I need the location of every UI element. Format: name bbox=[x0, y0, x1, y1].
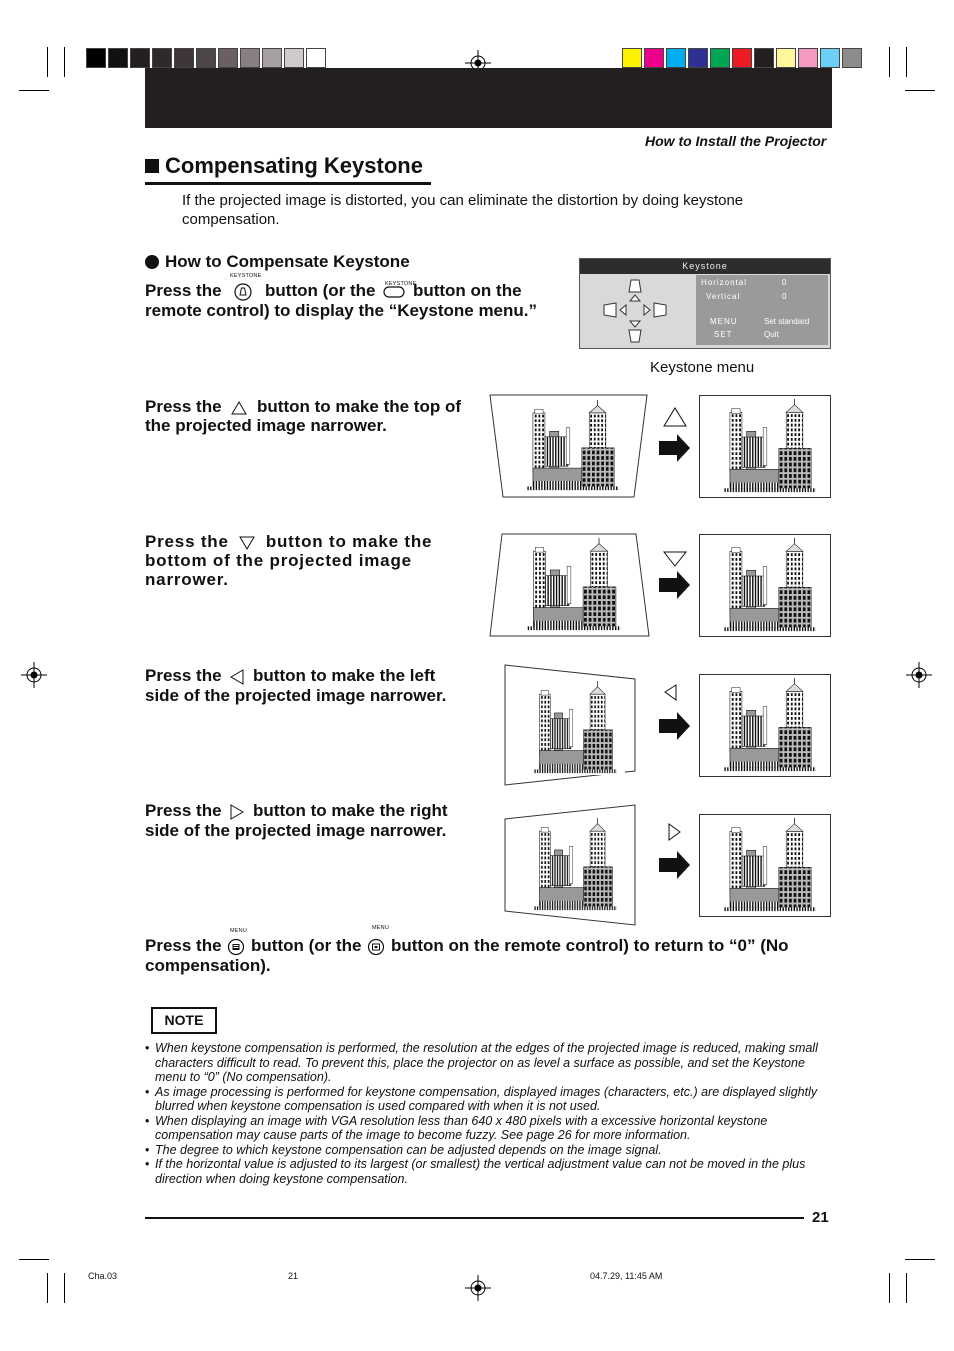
page-title bbox=[145, 153, 423, 179]
after-image-top bbox=[699, 395, 831, 498]
gray-swatch bbox=[130, 48, 150, 68]
step-left-line2: side of the projected image narrower. bbox=[145, 685, 447, 705]
menu-key-action: Set standard bbox=[764, 317, 810, 326]
keystone-menu-panel bbox=[579, 258, 831, 349]
gray-swatch bbox=[240, 48, 260, 68]
step-down-line3: narrower. bbox=[145, 570, 229, 589]
crop-mark bbox=[906, 47, 907, 77]
step-menu-end: button on the remote control) to return to “0” (No bbox=[390, 936, 789, 955]
color-swatch bbox=[776, 48, 796, 68]
down-triangle-icon bbox=[238, 535, 256, 551]
keystone-remote-key-label: KEYSTONE bbox=[385, 281, 417, 287]
color-swatch bbox=[820, 48, 840, 68]
color-swatch bbox=[754, 48, 774, 68]
keystone-key-label: KEYSTONE bbox=[230, 273, 262, 279]
arrow-right-icon bbox=[659, 683, 691, 741]
set-key-action: Quit bbox=[764, 330, 779, 339]
keystone-remote-button-icon bbox=[382, 285, 406, 299]
after-image-bottom bbox=[699, 534, 831, 637]
arrow-right-icon bbox=[659, 546, 691, 604]
crop-mark bbox=[889, 47, 890, 77]
section-label: How to Install the Projector bbox=[645, 133, 827, 149]
crop-mark bbox=[64, 1273, 65, 1303]
step-keystone-menu bbox=[145, 281, 585, 320]
note-item: • When keystone compensation is performed, the resolution at the edges of the projected image is reduced, making small characters difficult to read. To prevent this, place the projector on as level a surface as possible, and set the Keystone menu to “0” (No compensation). bbox=[145, 1041, 835, 1085]
menu-key-label-top: MENU bbox=[230, 928, 247, 934]
keystone-menu-caption: Keystone menu bbox=[650, 359, 755, 376]
menu-key-label: MENU bbox=[710, 317, 738, 326]
gray-swatch bbox=[306, 48, 326, 68]
step-down-press: Press the bbox=[145, 532, 229, 551]
crop-mark bbox=[19, 1259, 49, 1260]
crop-mark bbox=[906, 1273, 907, 1303]
gray-swatch bbox=[174, 48, 194, 68]
gray-swatch bbox=[196, 48, 216, 68]
title-underline bbox=[145, 182, 431, 185]
menu-remote-key-label-top: MENU bbox=[372, 925, 389, 931]
left-triangle-icon bbox=[229, 668, 245, 686]
registration-mark bbox=[21, 662, 47, 688]
note-item: • If the horizontal value is adjusted to its largest (or smallest) the vertical adjustment value can not be moved in the plus direction when doing keystone compensation. bbox=[145, 1157, 835, 1186]
color-swatch bbox=[732, 48, 752, 68]
registration-mark bbox=[465, 1275, 491, 1301]
color-swatch bbox=[666, 48, 686, 68]
step-top-narrower bbox=[145, 397, 485, 435]
gray-swatch bbox=[86, 48, 106, 68]
crop-mark bbox=[19, 90, 49, 91]
keystone-direction-icons bbox=[600, 277, 670, 345]
before-image-left bbox=[503, 663, 637, 787]
notes-list bbox=[145, 1041, 835, 1186]
square-bullet-icon bbox=[145, 159, 159, 173]
page-title-text: Compensating Keystone bbox=[165, 153, 423, 178]
color-swatch bbox=[710, 48, 730, 68]
step1-line2: remote control) to display the “Keystone menu.” bbox=[145, 300, 538, 320]
keystone-menu-settings bbox=[696, 275, 828, 345]
crop-mark bbox=[889, 1273, 890, 1303]
color-swatch bbox=[644, 48, 664, 68]
footer-rule bbox=[145, 1217, 804, 1219]
gray-swatch bbox=[262, 48, 282, 68]
circle-bullet-icon bbox=[145, 255, 159, 269]
subheading bbox=[145, 252, 410, 272]
step-right-line2: side of the projected image narrower. bbox=[145, 820, 447, 840]
footer-timestamp: 04.7.29, 11:45 AM bbox=[590, 1271, 663, 1281]
horizontal-label: Horizontal bbox=[701, 278, 748, 287]
arrow-right-icon bbox=[659, 822, 691, 882]
before-image-right bbox=[503, 803, 637, 927]
step-up-rest: button to make the top of bbox=[257, 397, 461, 416]
step-right-press: Press the bbox=[145, 801, 222, 820]
color-swatch bbox=[622, 48, 642, 68]
arrow-right-icon bbox=[659, 406, 691, 464]
crop-mark bbox=[47, 1273, 48, 1303]
gray-swatch bbox=[284, 48, 304, 68]
page-number: 21 bbox=[812, 1209, 829, 1226]
crop-mark bbox=[64, 47, 65, 77]
color-swatch bbox=[798, 48, 818, 68]
step-menu-line2: compensation). bbox=[145, 955, 271, 975]
note-label: NOTE bbox=[151, 1007, 217, 1034]
step-menu-mid: button (or the bbox=[251, 936, 362, 955]
up-triangle-icon bbox=[230, 400, 248, 416]
gray-swatch bbox=[108, 48, 128, 68]
step1-end: button on the bbox=[412, 281, 522, 300]
horizontal-value: 0 bbox=[782, 278, 788, 287]
after-image-left bbox=[699, 674, 831, 777]
header-bar bbox=[145, 68, 832, 128]
gray-swatch bbox=[218, 48, 238, 68]
intro-text: If the projected image is distorted, you can eliminate the distortion by doing keystone compensation. bbox=[182, 192, 744, 228]
note-item: • The degree to which keystone compensation can be adjusted depends on the image signal. bbox=[145, 1143, 835, 1158]
footer-page: 21 bbox=[288, 1271, 299, 1281]
step-reset bbox=[145, 936, 835, 975]
step-left-rest: button to make the left bbox=[253, 666, 436, 685]
step-right-rest: button to make the right bbox=[253, 801, 448, 820]
right-triangle-icon bbox=[229, 803, 245, 821]
set-key-label: SET bbox=[714, 330, 733, 339]
before-image-top bbox=[486, 392, 651, 500]
crop-mark bbox=[905, 1259, 935, 1260]
crop-mark bbox=[47, 47, 48, 77]
step-left-narrower bbox=[145, 666, 485, 705]
step-menu-press: Press the bbox=[145, 936, 222, 955]
gray-swatch bbox=[152, 48, 172, 68]
color-swatch bbox=[688, 48, 708, 68]
note-item: • As image processing is performed for keystone compensation, displayed images (characters, etc.) are displayed slightly blurred when keystone compensation is used compared with when it is not used. bbox=[145, 1085, 835, 1114]
menu-button-icon bbox=[227, 938, 245, 956]
crop-mark bbox=[905, 90, 935, 91]
note-item: • When displaying an image with VGA resolution less than 640 x 480 pixels with a excessive horizontal keystone compensation may cause parts of the image to become fuzzy. See page 26 for more information. bbox=[145, 1114, 835, 1143]
subheading-text: How to Compensate Keystone bbox=[165, 252, 410, 271]
keystone-menu-title: Keystone bbox=[580, 259, 830, 274]
keystone-button-icon bbox=[232, 283, 254, 301]
vertical-value: 0 bbox=[782, 292, 788, 301]
menu-remote-button-icon bbox=[367, 938, 385, 956]
step-down-rest: button to make the bbox=[265, 532, 433, 551]
color-swatch bbox=[842, 48, 862, 68]
step1-mid: button (or the bbox=[265, 281, 376, 300]
vertical-label: Vertical bbox=[706, 292, 741, 301]
footer-file: Cha.03 bbox=[88, 1271, 118, 1281]
after-image-right bbox=[699, 814, 831, 917]
step-left-press: Press the bbox=[145, 666, 222, 685]
step-bottom-narrower bbox=[145, 532, 475, 589]
step1-press: Press the bbox=[145, 281, 222, 300]
step-down-line2: bottom of the projected image bbox=[145, 551, 412, 570]
registration-mark bbox=[906, 662, 932, 688]
step-up-press: Press the bbox=[145, 397, 222, 416]
step-right-narrower bbox=[145, 801, 485, 840]
step-up-line2: the projected image narrower. bbox=[145, 416, 387, 435]
before-image-bottom bbox=[488, 532, 651, 638]
